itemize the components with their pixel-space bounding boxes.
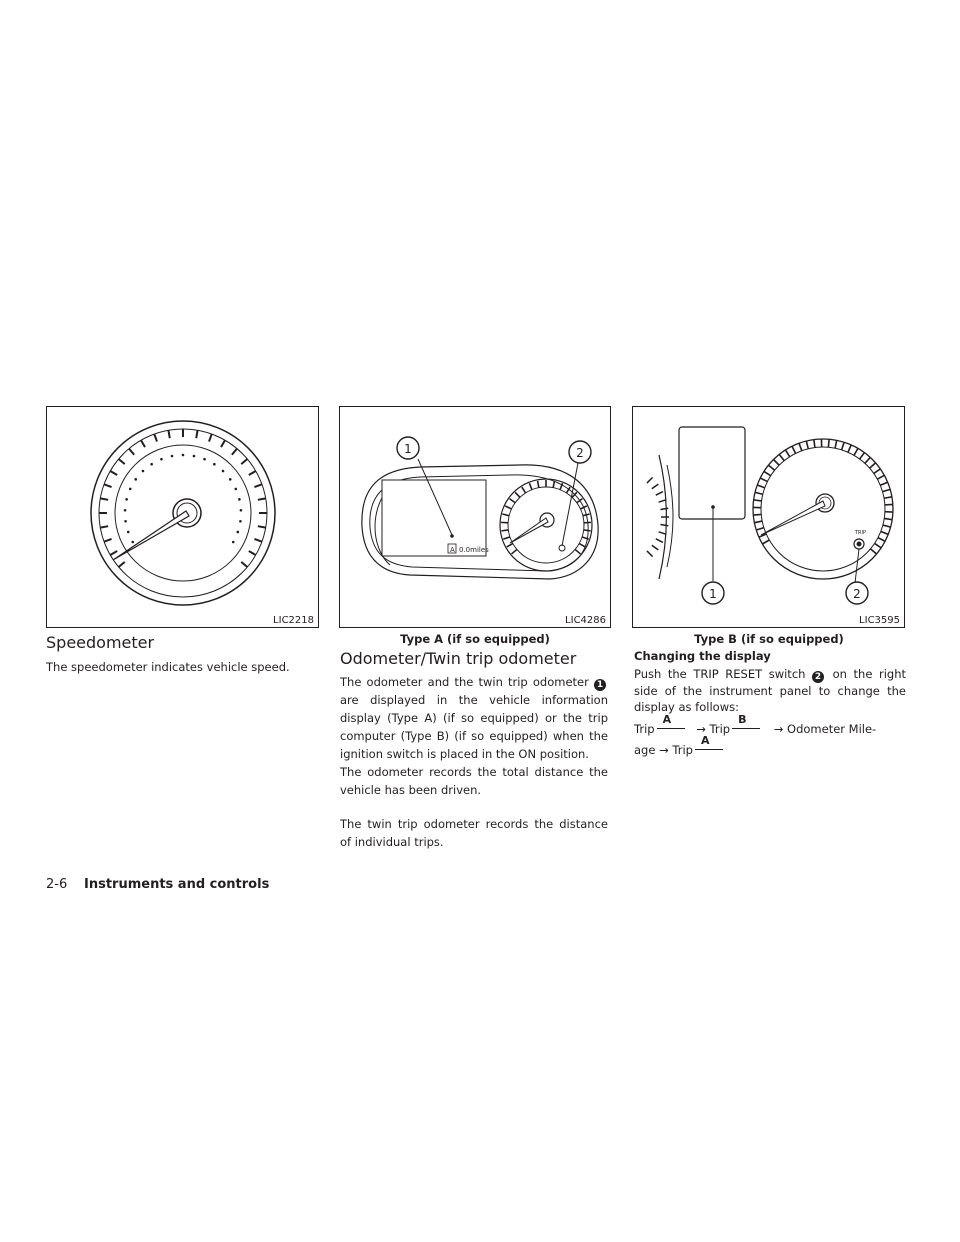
speedometer-dot bbox=[240, 509, 243, 512]
gauge-tick bbox=[885, 504, 893, 505]
gauge-tick bbox=[754, 500, 762, 501]
gauge-tick bbox=[553, 481, 554, 488]
page-number: 2-6 bbox=[46, 877, 68, 892]
gauge-tick bbox=[755, 492, 763, 494]
gauge-tick bbox=[757, 485, 765, 488]
changing-display-paragraph bbox=[634, 666, 906, 715]
gauge-tick bbox=[515, 492, 520, 497]
speedometer-tick bbox=[249, 471, 256, 475]
gauge-tick bbox=[660, 508, 668, 509]
speedometer-dot bbox=[124, 509, 127, 512]
speedometer-dot bbox=[182, 454, 185, 457]
speedometer-tick bbox=[258, 526, 266, 527]
gauge-tick bbox=[875, 543, 882, 547]
gauge-tick bbox=[656, 539, 663, 543]
speedometer-tick bbox=[129, 449, 134, 455]
speedometer-tick bbox=[110, 471, 117, 475]
trip-a-icon: A bbox=[695, 737, 723, 750]
gauge-tick bbox=[768, 465, 774, 470]
gauge-tick bbox=[512, 549, 517, 553]
speedometer-tick bbox=[249, 551, 256, 555]
gauge-tick bbox=[881, 531, 888, 534]
seq-trip-text: Trip bbox=[634, 722, 655, 736]
odometer-paragraph-1 bbox=[340, 673, 608, 763]
changing-display-lead: Push the TRIP RESET switch bbox=[634, 667, 806, 681]
speedometer-dot bbox=[193, 455, 196, 458]
changing-display-heading: Changing the display bbox=[634, 649, 771, 663]
gauge-tick bbox=[883, 489, 891, 491]
gauge-tick bbox=[510, 499, 516, 503]
type-a-caption: Type A (if so equipped) bbox=[400, 632, 550, 646]
speedometer-dot bbox=[239, 520, 242, 523]
gauge-tick bbox=[575, 549, 580, 553]
speedometer-dot bbox=[238, 498, 241, 501]
seq-arrow: → bbox=[659, 743, 669, 757]
seq-odometer-text: Odometer Mile- bbox=[787, 722, 877, 736]
odometer-paragraph-3: The twin trip odometer records the distance of individual trips. bbox=[340, 817, 608, 849]
gauge-tick bbox=[505, 506, 511, 509]
gauge-tick bbox=[848, 445, 851, 452]
figure-code: LIC3595 bbox=[859, 615, 900, 626]
gauge-tick bbox=[760, 478, 767, 482]
speedometer-tick bbox=[100, 498, 108, 499]
seq-trip-text: Trip bbox=[709, 722, 731, 736]
ref-1-icon: 1 bbox=[594, 679, 606, 691]
odometer-paragraph-2: The odometer records the total distance the vehicle has been driven. bbox=[340, 765, 608, 797]
speedometer-tick bbox=[141, 440, 145, 447]
gauge-tick bbox=[501, 530, 508, 531]
speedometer-tick bbox=[119, 562, 125, 567]
speedometer-tick bbox=[241, 562, 247, 567]
gauge-tick bbox=[584, 530, 591, 531]
type-b-cluster-illustration bbox=[633, 407, 904, 627]
seq-age-text: age bbox=[634, 743, 656, 757]
display-sequence-line-2 bbox=[634, 734, 725, 759]
gauge-tick bbox=[652, 484, 658, 489]
gauge-tick bbox=[577, 499, 583, 503]
gauge-tick bbox=[860, 453, 865, 459]
odometer-paragraph-1-lead: The odometer and the twin trip odometer bbox=[340, 675, 589, 689]
gauge-tick bbox=[754, 521, 762, 523]
gauge-tick bbox=[507, 544, 513, 547]
type-b-caption: Type B (if so equipped) bbox=[694, 632, 844, 646]
figure-code: LIC2218 bbox=[273, 615, 314, 626]
type-a-figure bbox=[339, 406, 611, 628]
speedometer-tick bbox=[104, 484, 112, 487]
seq-trip-text: Trip bbox=[672, 743, 693, 757]
section-title: Instruments and controls bbox=[84, 877, 270, 892]
speedometer-dot bbox=[125, 498, 128, 501]
speedometer-tick bbox=[258, 498, 266, 499]
gauge-tick bbox=[884, 518, 892, 519]
speedometer-dot bbox=[232, 541, 235, 544]
gauge-tick bbox=[659, 532, 667, 534]
speedometer-tick bbox=[100, 526, 108, 527]
seq-arrow: → bbox=[773, 722, 784, 736]
odometer-readout: 0.0miles bbox=[459, 546, 489, 554]
gauge-tick bbox=[835, 440, 837, 448]
gauge-tick bbox=[764, 471, 771, 475]
type-a-cluster-illustration bbox=[340, 407, 610, 627]
gauge-tick bbox=[870, 549, 876, 554]
gauge-tick bbox=[842, 442, 844, 450]
gauge-tick bbox=[806, 441, 808, 449]
speedometer-tick bbox=[241, 459, 247, 464]
speedometer-tick bbox=[209, 434, 212, 442]
speedometer-dot bbox=[160, 458, 163, 461]
display-sequence-line-1 bbox=[634, 713, 877, 738]
speedometer-illustration bbox=[47, 407, 318, 627]
speedometer-dot bbox=[124, 520, 127, 523]
odometer-heading: Odometer/Twin trip odometer bbox=[340, 649, 577, 668]
callout-2: 2 bbox=[576, 446, 584, 460]
speedometer-tick bbox=[232, 449, 237, 455]
type-b-figure bbox=[632, 406, 905, 628]
speedometer-dot bbox=[131, 541, 134, 544]
speedometer-dot bbox=[234, 488, 237, 491]
gauge-tick bbox=[883, 525, 891, 527]
gauge-tick bbox=[652, 545, 658, 550]
speedometer-figure bbox=[46, 406, 319, 628]
speedometer-tick bbox=[119, 459, 125, 464]
gauge-tick bbox=[814, 440, 815, 448]
speedometer-dot bbox=[222, 470, 225, 473]
trip-label: TRIP bbox=[855, 530, 867, 536]
gauge-tick bbox=[884, 497, 892, 498]
gauge-tick bbox=[880, 482, 887, 485]
trip-b-icon: B bbox=[732, 716, 760, 729]
gauge-tick bbox=[854, 448, 858, 455]
odometer-paragraph-1-rest: are displayed in the vehicle information display (Type A) (if so equipped) or the trip computer (Type B) (if so equipped) when the ignition switch is placed in the ON position. bbox=[340, 693, 608, 761]
gauge-tick bbox=[659, 500, 667, 502]
speedometer-tick bbox=[254, 539, 262, 542]
callout-1: 1 bbox=[709, 587, 717, 601]
speedometer-dot bbox=[203, 458, 206, 461]
speedometer-tick bbox=[154, 434, 157, 442]
speedometer-dot bbox=[171, 455, 174, 458]
speedometer-tick bbox=[196, 430, 197, 438]
speedometer-dot bbox=[129, 488, 132, 491]
speedometer-dot bbox=[134, 478, 137, 481]
gauge-tick bbox=[785, 450, 789, 457]
gauge-tick bbox=[865, 457, 870, 463]
speedometer-dot bbox=[127, 531, 130, 534]
display-letter-a: A bbox=[450, 546, 455, 554]
gauge-tick bbox=[502, 514, 509, 516]
gauge-tick bbox=[779, 454, 784, 460]
speedometer-dot bbox=[150, 463, 153, 466]
speedometer-dot bbox=[142, 470, 145, 473]
gauge-tick bbox=[656, 492, 663, 496]
gauge-tick bbox=[647, 477, 653, 483]
speedometer-dot bbox=[213, 463, 216, 466]
gauge-tick bbox=[762, 540, 769, 544]
gauge-tick bbox=[529, 483, 532, 490]
gauge-tick bbox=[756, 528, 764, 530]
callout-2: 2 bbox=[853, 587, 861, 601]
speedometer-body: The speedometer indicates vehicle speed. bbox=[46, 660, 290, 674]
gauge-tick bbox=[828, 439, 829, 447]
figure-code: LIC4286 bbox=[565, 615, 606, 626]
gauge-tick bbox=[774, 460, 780, 466]
callout-1: 1 bbox=[404, 442, 412, 456]
trip-a-icon: A bbox=[657, 716, 685, 729]
speedometer-heading: Speedometer bbox=[46, 633, 155, 652]
changing-display-rest: on the right side of the instrument panel to change the display as follows: bbox=[634, 667, 907, 714]
speedometer-dot bbox=[237, 531, 240, 534]
gauge-tick bbox=[753, 514, 761, 515]
gauge-tick bbox=[878, 538, 885, 542]
gauge-tick bbox=[660, 525, 668, 526]
ref-2-icon: 2 bbox=[812, 671, 824, 683]
gauge-tick bbox=[503, 537, 510, 539]
speedometer-tick bbox=[104, 539, 112, 542]
gauge-tick bbox=[877, 475, 884, 479]
speedometer-tick bbox=[110, 551, 117, 555]
gauge-tick bbox=[538, 481, 539, 488]
gauge-tick bbox=[647, 551, 653, 557]
gauge-tick bbox=[799, 443, 802, 451]
gauge-tick bbox=[870, 463, 876, 468]
speedometer-tick bbox=[221, 440, 225, 447]
speedometer-tick bbox=[254, 484, 262, 487]
speedometer-tick bbox=[168, 430, 169, 438]
gauge-tick bbox=[874, 469, 881, 474]
seq-arrow: → bbox=[696, 722, 706, 736]
gauge-tick bbox=[522, 487, 526, 493]
speedometer-dot bbox=[229, 478, 232, 481]
gauge-tick bbox=[579, 544, 585, 547]
gauge-tick bbox=[583, 514, 590, 516]
gauge-tick bbox=[792, 446, 796, 453]
